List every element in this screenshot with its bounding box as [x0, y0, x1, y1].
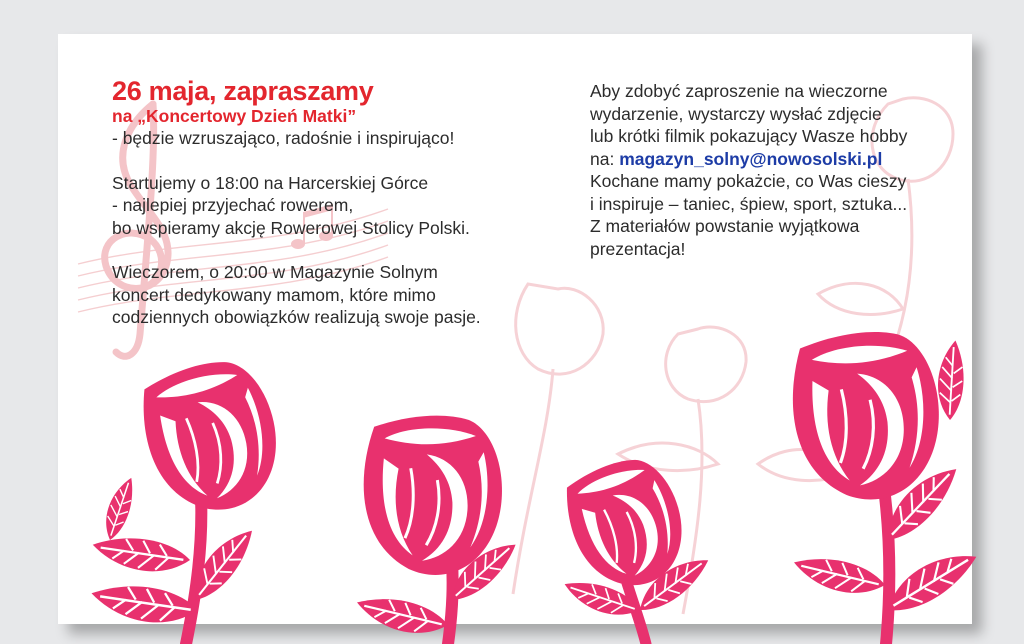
intro-line: - będzie wzruszająco, radośnie i inspirująco! [112, 128, 455, 148]
contest-line-4: Kochane mamy pokażcie, co Was cieszy [590, 171, 907, 191]
invitation-card [58, 34, 972, 624]
contest-line-2: wydarzenie, wystarczy wysłać zdjęcie [590, 103, 882, 124]
invitation-text [112, 76, 552, 329]
contest-text [590, 80, 960, 260]
start-line-3: bo wspieramy akcję Rowerowej Stolicy Polski. [112, 217, 470, 238]
evening-line-1: Wieczorem, o 20:00 w Magazynie Solnym [112, 262, 438, 282]
contest-line-1: Aby zdobyć zaproszenie na wieczorne [590, 81, 888, 101]
start-line-2: - najlepiej przyjechać rowerem, [112, 195, 354, 215]
email-prefix: na: [590, 148, 620, 169]
contest-line-7: prezentacja! [590, 238, 686, 259]
contest-line-3: lub krótki filmik pokazujący Wasze hobby [590, 126, 908, 146]
evening-line-2: koncert dedykowany mamom, które mimo [112, 284, 436, 305]
contest-line-6: Z materiałów powstanie wyjątkowa [590, 216, 860, 236]
start-line-1: Startujemy o 18:00 na Harcerskiej Górce [112, 172, 429, 193]
evening-line-3: codziennych obowiązków realizują swoje pasje. [112, 307, 481, 327]
email-link[interactable]: magazyn_solny@nowosolski.pl [619, 148, 883, 169]
subhead: na „Koncertowy Dzień Matki” [112, 106, 357, 126]
email-line [590, 148, 960, 171]
headline: 26 maja, zapraszamy [112, 76, 374, 106]
contest-line-5: i inspiruje – taniec, śpiew, sport, sztuka... [590, 193, 908, 214]
